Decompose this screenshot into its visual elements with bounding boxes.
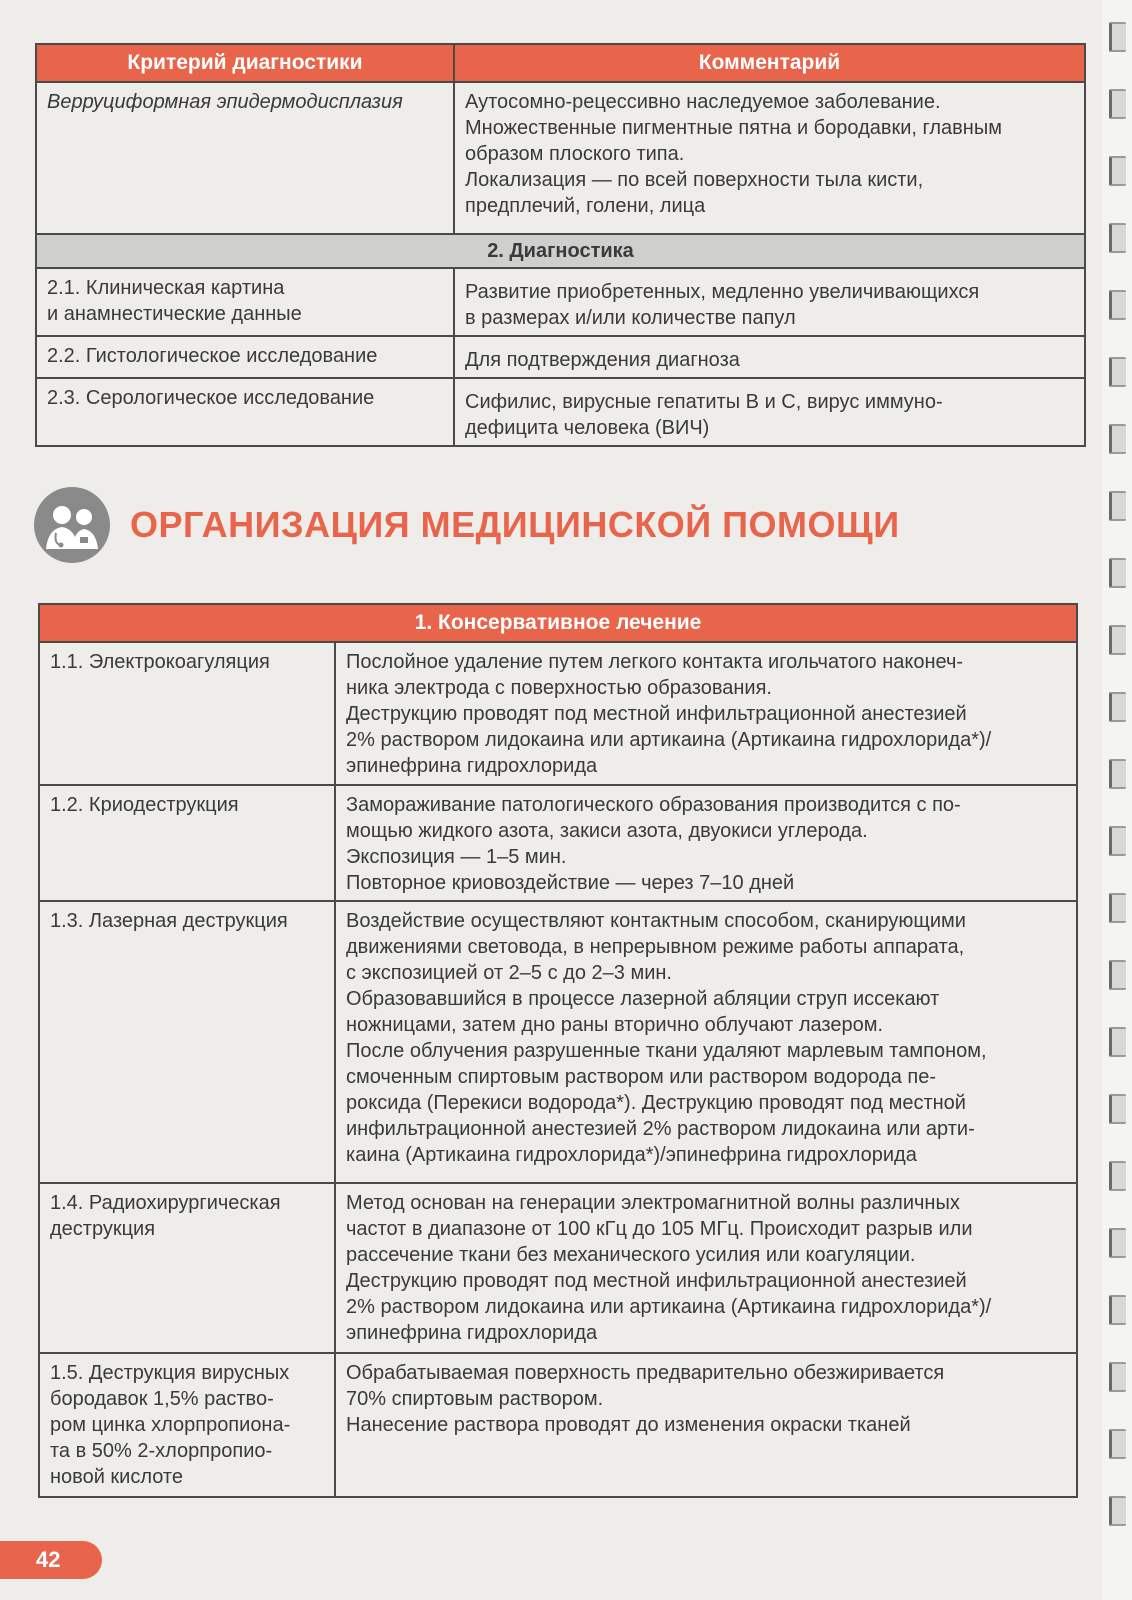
binding-ring: [1109, 1295, 1126, 1325]
comment-line: Множественные пигментные пятна и бородавки, главным: [465, 117, 1002, 139]
method-cell: [39, 1183, 335, 1353]
description-line: рассечение ткани без механического усилия или коагуляции.: [346, 1244, 916, 1266]
comment-line: Развитие приобретенных, медленно увеличивающихся: [465, 281, 980, 303]
description-line: 2% раствором лидокаина или артикаина (Артикаина гидрохлорида*)/: [346, 729, 992, 751]
comment-line: образом плоского типа.: [465, 143, 685, 165]
method-line: 1.2. Криодеструкция: [50, 794, 239, 816]
page-title: ОРГАНИЗАЦИЯ МЕДИЦИНСКОЙ ПОМОЩИ: [130, 504, 900, 545]
method-line: новой кислоте: [50, 1466, 183, 1488]
description-line: ника электрода с поверхностью образования.: [346, 677, 772, 699]
binding-ring: [1109, 1094, 1126, 1124]
criterion-cell: [36, 268, 454, 336]
description-line: Экспозиция — 1–5 мин.: [346, 846, 567, 868]
comment-cell: [454, 378, 1085, 446]
criterion-line: и анамнестические данные: [47, 303, 302, 325]
description-line: После облучения разрушенные ткани удаляют марлевым тампоном,: [346, 1040, 987, 1062]
binding-ring: [1109, 625, 1126, 655]
description-line: Воздействие осуществляют контактным способом, сканирующими: [346, 910, 966, 932]
table-row: [39, 1183, 1077, 1353]
spiral-binding: [1102, 0, 1132, 1600]
description-line: Обрабатываемая поверхность предварительно обезжиривается: [346, 1362, 945, 1384]
table-row: [39, 785, 1077, 901]
table-row: [36, 268, 1085, 336]
description-line: Деструкцию проводят под местной инфильтрационной анестезией: [346, 1270, 967, 1292]
comment-line: Сифилис, вирусные гепатиты B и C, вирус иммуно-: [465, 391, 943, 413]
description-line: мощью жидкого азота, закиси азота, двуокиси углерода.: [346, 820, 868, 842]
method-line: ром цинка хлорпропиона-: [50, 1414, 291, 1436]
method-line: бородавок 1,5% раство-: [50, 1388, 274, 1410]
description-cell: [335, 1353, 1077, 1497]
binding-ring: [1109, 1496, 1126, 1526]
description-cell: [335, 1183, 1077, 1353]
section-title: 2. Диагностика: [36, 234, 1085, 268]
diagnostics-table: [35, 43, 1086, 447]
method-line: деструкция: [50, 1218, 156, 1240]
method-line: 1.1. Электрокоагуляция: [50, 651, 270, 673]
criterion-line: 2.2. Гистологическое исследование: [47, 345, 378, 367]
binding-ring: [1109, 22, 1126, 52]
criterion-line: 2.1. Клиническая картина: [47, 277, 285, 299]
criterion-cell: Верруциформная эпидермодисплазия: [36, 82, 454, 234]
binding-ring: [1109, 357, 1126, 387]
binding-ring: [1109, 491, 1126, 521]
method-line: 1.3. Лазерная деструкция: [50, 910, 288, 932]
binding-ring: [1109, 759, 1126, 789]
method-cell: [39, 1353, 335, 1497]
comment-line: Для подтверждения диагноза: [465, 349, 740, 371]
comment-line: дефицита человека (ВИЧ): [465, 417, 710, 439]
description-line: 70% спиртовым раствором.: [346, 1388, 604, 1410]
binding-ring: [1109, 1027, 1126, 1057]
binding-ring: [1109, 960, 1126, 990]
description-line: Деструкцию проводят под местной инфильтрационной анестезией: [346, 703, 967, 725]
criterion-line: 2.3. Серологическое исследование: [47, 387, 375, 409]
section-row: [36, 234, 1085, 268]
description-line: Послойное удаление путем легкого контакта игольчатого наконеч-: [346, 651, 964, 673]
description-line: движениями световода, в непрерывном режиме работы аппарата,: [346, 936, 965, 958]
description-line: роксида (Перекиси водорода*). Деструкцию проводят под местной: [346, 1092, 966, 1114]
description-line: инфильтрационной анестезией 2% раствором лидокаина или арти-: [346, 1118, 975, 1140]
criterion-cell: [36, 336, 454, 378]
description-line: Образовавшийся в процессе лазерной абляции струп иссекают: [346, 988, 940, 1010]
binding-ring: [1109, 1161, 1126, 1191]
method-line: 1.5. Деструкция вирусных: [50, 1362, 290, 1384]
binding-ring: [1109, 156, 1126, 186]
binding-ring: [1109, 290, 1126, 320]
section-heading: [34, 487, 900, 563]
table-row: [36, 378, 1085, 446]
description-line: смоченным спиртовым раствором или раствором водорода пе-: [346, 1066, 936, 1088]
binding-ring: [1109, 826, 1126, 856]
comment-line: в размерах и/или количестве папул: [465, 307, 796, 329]
table-header: 1. Консервативное лечение: [39, 604, 1077, 642]
criterion-cell: [36, 378, 454, 446]
description-line: эпинефрина гидрохлорида: [346, 1322, 598, 1344]
comment-cell: [454, 268, 1085, 336]
binding-ring: [1109, 893, 1126, 923]
column-header-comment: Комментарий: [454, 44, 1085, 82]
description-line: Замораживание патологического образования производится с по-: [346, 794, 961, 816]
comment-line: предплечий, голени, лица: [465, 195, 706, 217]
description-line: 2% раствором лидокаина или артикаина (Артикаина гидрохлорида*)/: [346, 1296, 992, 1318]
description-cell: [335, 642, 1077, 785]
doctors-icon: [34, 487, 110, 563]
table-row: [39, 1353, 1077, 1497]
description-line: каина (Артикаина гидрохлорида*)/эпинефрина гидрохлорида: [346, 1144, 917, 1166]
binding-ring: [1109, 424, 1126, 454]
table-header-row: [36, 44, 1085, 82]
binding-ring: [1109, 223, 1126, 253]
table-header-row: [39, 604, 1077, 642]
description-line: Нанесение раствора проводят до изменения окраски тканей: [346, 1414, 911, 1436]
description-line: частот в диапазоне от 100 кГц до 105 МГц. Происходит разрыв или: [346, 1218, 973, 1240]
method-line: 1.4. Радиохирургическая: [50, 1192, 281, 1214]
comment-line: Аутосомно-рецессивно наследуемое заболевание.: [465, 91, 941, 113]
binding-ring: [1109, 692, 1126, 722]
description-line: Метод основан на генерации электромагнитной волны различных: [346, 1192, 960, 1214]
comment-cell: [454, 336, 1085, 378]
comment-line: Локализация — по всей поверхности тыла кисти,: [465, 169, 924, 191]
description-line: с экспозицией от 2–5 с до 2–3 мин.: [346, 962, 672, 984]
method-line: та в 50% 2-хлорпропио-: [50, 1440, 273, 1462]
method-cell: [39, 785, 335, 901]
binding-ring: [1109, 1429, 1126, 1459]
method-cell: [39, 901, 335, 1183]
comment-cell: [454, 82, 1085, 234]
method-cell: [39, 642, 335, 785]
description-line: Повторное криовоздействие — через 7–10 дней: [346, 872, 795, 894]
binding-ring: [1109, 1228, 1126, 1258]
description-cell: [335, 901, 1077, 1183]
table-row: [36, 82, 1085, 234]
description-line: ножницами, затем дно раны вторично облучают лазером.: [346, 1014, 884, 1036]
binding-ring: [1109, 89, 1126, 119]
page-number: 42: [0, 1541, 102, 1579]
treatment-table: [38, 603, 1078, 1498]
description-cell: [335, 785, 1077, 901]
column-header-criterion: Критерий диагностики: [36, 44, 454, 82]
table-row: [39, 642, 1077, 785]
binding-ring: [1109, 558, 1126, 588]
table-row: [36, 336, 1085, 378]
binding-ring: [1109, 1362, 1126, 1392]
description-line: эпинефрина гидрохлорида: [346, 755, 598, 777]
table-row: [39, 901, 1077, 1183]
